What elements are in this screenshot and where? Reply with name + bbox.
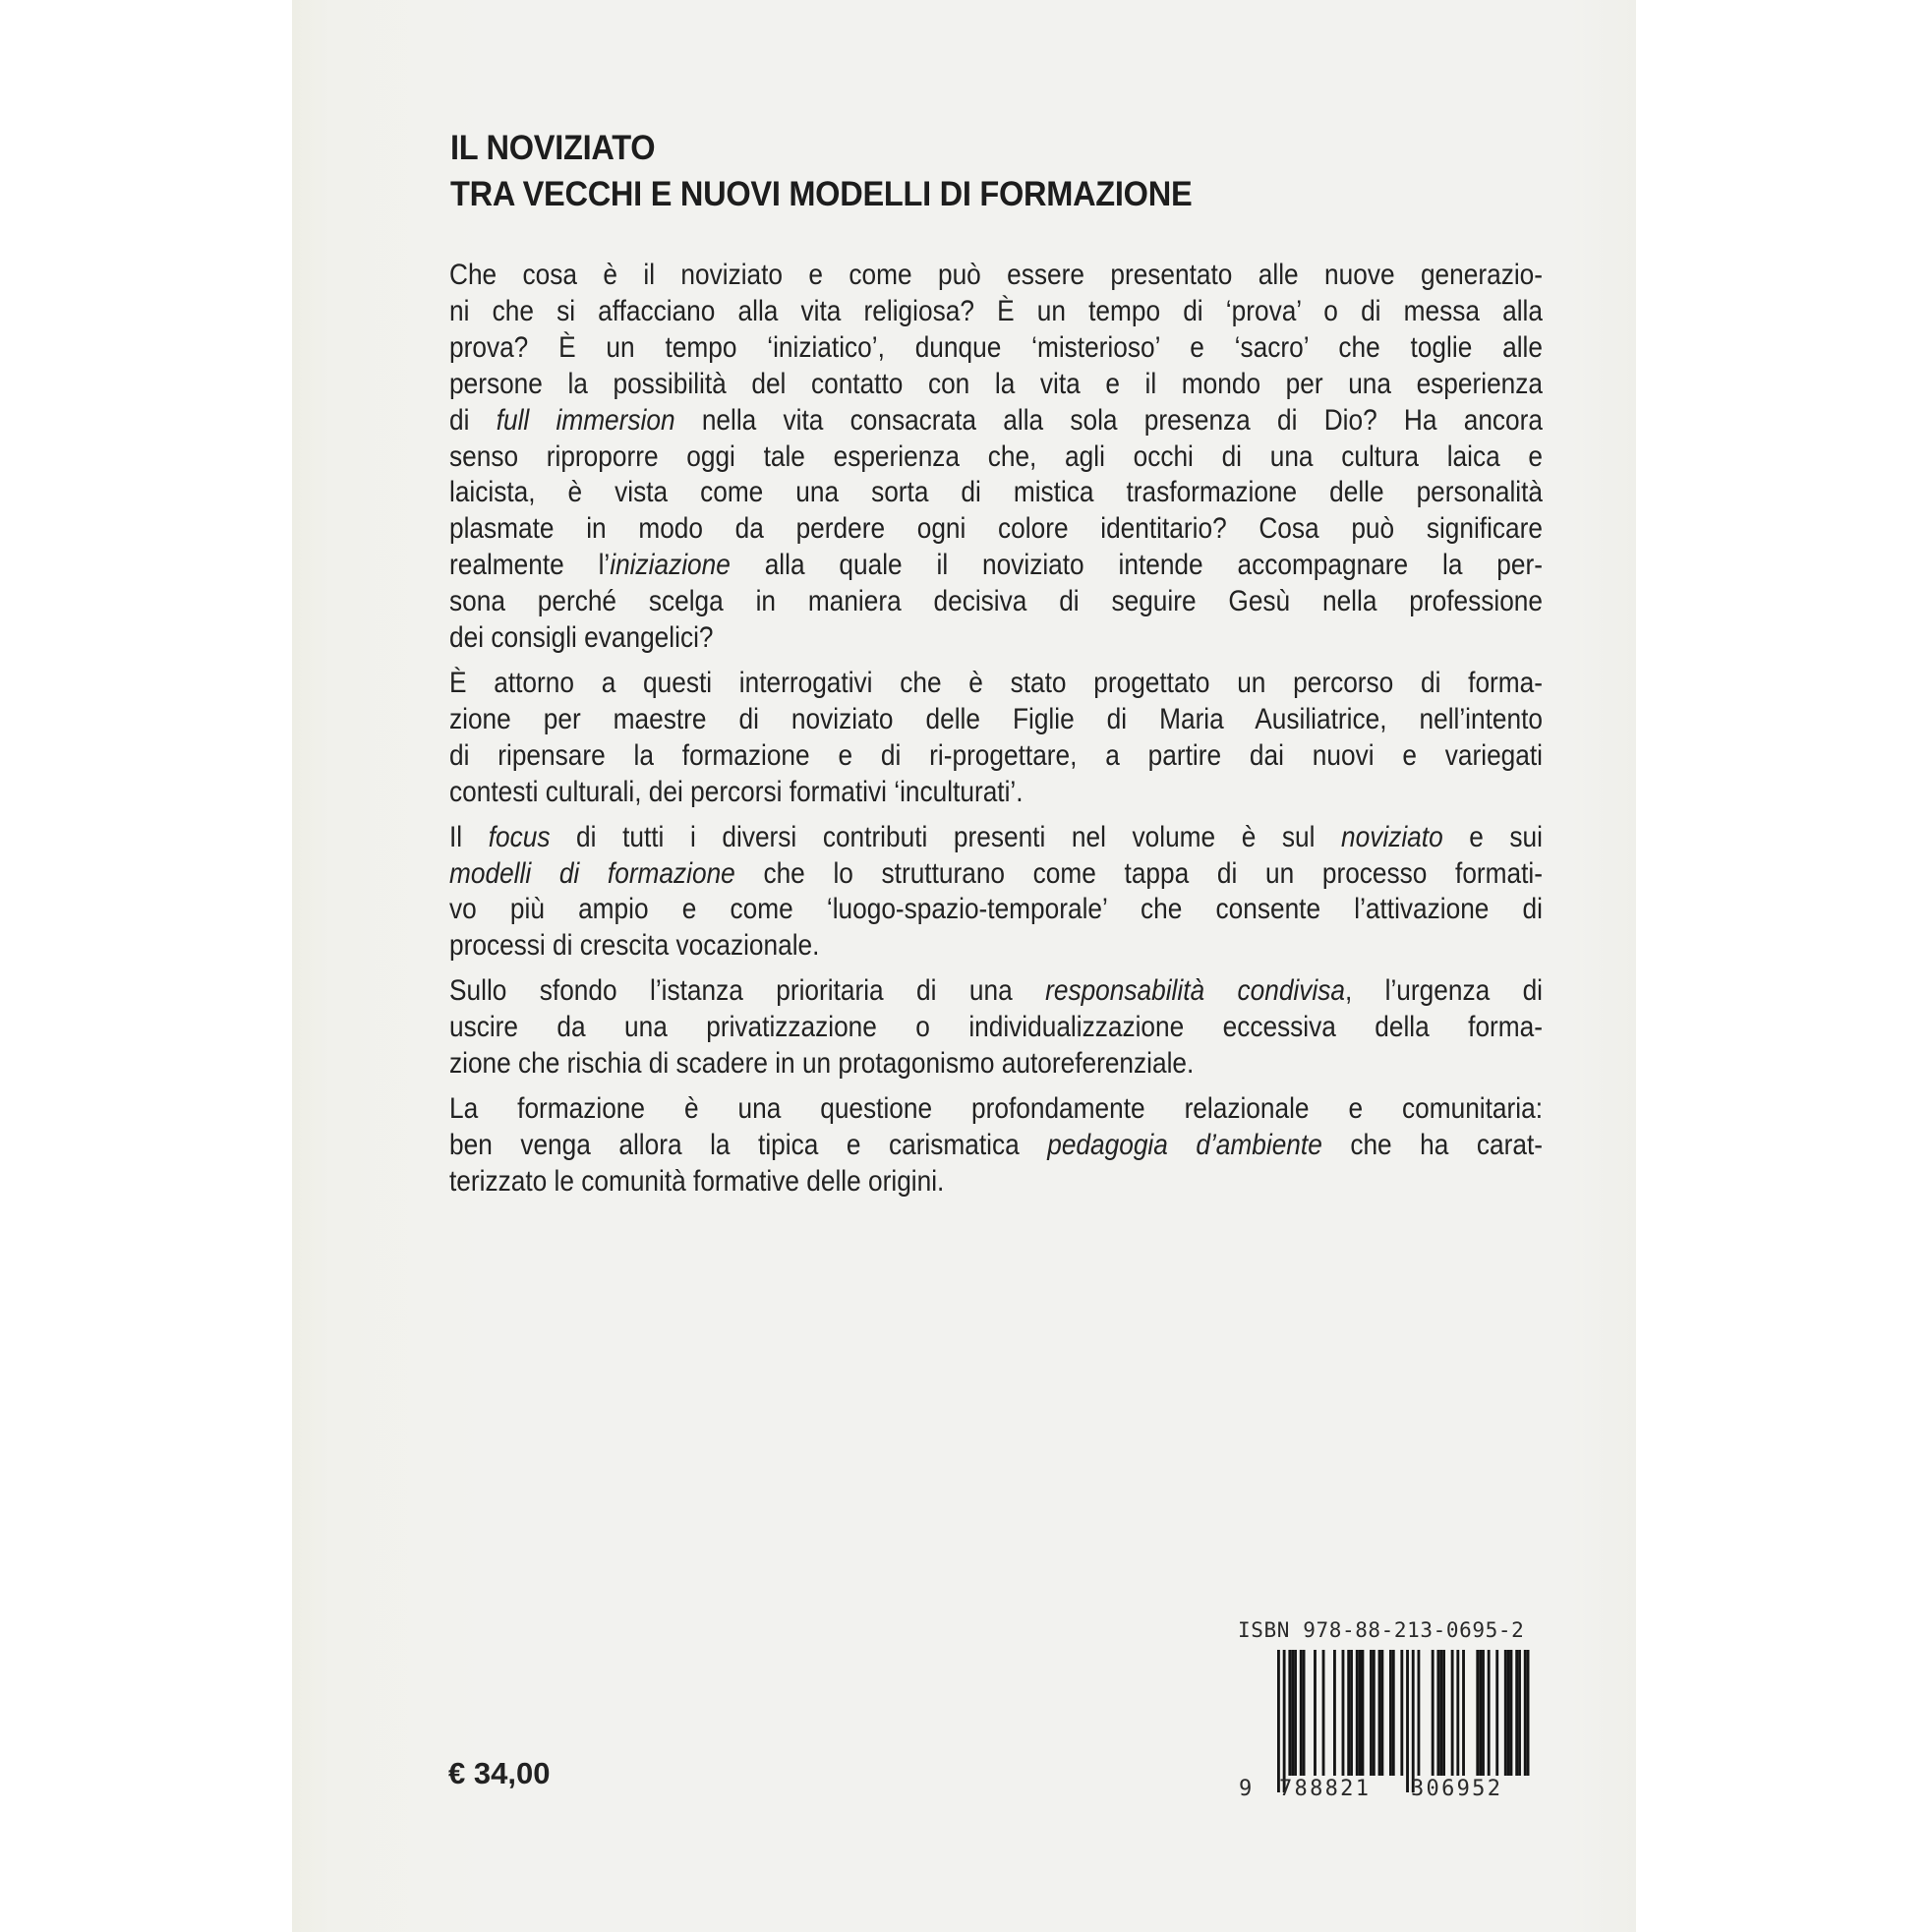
blurb-line: di ripensare la formazione e di ri-progettare, a partire dai nuovi e variegati	[449, 738, 1544, 772]
blurb-line: processi di crescita vocazionale.	[449, 929, 820, 963]
blurb-line: vo più ampio e come ‘luogo-spazio-temporale’ che consente l’attivazione di	[449, 893, 1543, 926]
svg-text:306952: 306952	[1411, 1777, 1503, 1801]
ean13-barcode	[1238, 1648, 1533, 1801]
blurb-line: La formazione è una questione profondamente relazionale e comunitaria:	[449, 1091, 1544, 1125]
blurb-paragraph	[449, 666, 1543, 811]
blurb-line: plasmate in modo da perdere ogni colore identitario? Cosa può significare	[449, 512, 1544, 546]
barcode-bars	[1238, 1648, 1533, 1825]
title-line-2: TRA VECCHI E NUOVI MODELLI DI FORMAZIONE	[450, 175, 1193, 213]
blurb-line: Che cosa è il noviziato e come può essere presentato alle nuove generazio-	[449, 259, 1544, 291]
blurb-line: sona perché scelga in maniera decisiva di seguire Gesù nella professione	[449, 585, 1544, 618]
blurb-line: persone la possibilità del contatto con la vita e il mondo per una esperienza	[449, 367, 1544, 400]
blurb-line: dei consigli evangelici?	[449, 621, 714, 655]
blurb-paragraph	[449, 1091, 1543, 1200]
blurb-line: senso riproporre oggi tale esperienza che, agli occhi di una cultura laica e	[449, 439, 1544, 473]
blurb-line: terizzato le comunità formative delle origini.	[449, 1164, 945, 1198]
isbn-label: ISBN 978-88-213-0695-2	[1238, 1618, 1525, 1642]
book-title	[450, 125, 1192, 217]
blurb-line: di full immersion nella vita consacrata alla sola presenza di Dio? Ha ancora	[449, 403, 1544, 437]
blurb-line: ni che si affacciano alla vita religiosa? È un tempo di ‘prova’ o di messa alla	[449, 294, 1543, 327]
blurb-line: prova? È un tempo ‘iniziatico’, dunque ‘misterioso’ e ‘sacro’ che toglie alle	[449, 330, 1544, 364]
book-back-cover	[292, 0, 1636, 1932]
svg-text:9: 9	[1239, 1777, 1255, 1801]
blurb-line: Sullo sfondo l’istanza prioritaria di una responsabilità condivisa, l’urgenza di	[449, 974, 1544, 1008]
blurb-paragraph	[449, 973, 1543, 1083]
price-label: € 34,00	[448, 1756, 551, 1790]
blurb-line: ben venga allora la tipica e carismatica pedagogia d’ambiente che ha carat-	[449, 1128, 1544, 1161]
svg-text:788821: 788821	[1279, 1777, 1372, 1801]
blurb-text	[449, 258, 1543, 1209]
blurb-line: È attorno a questi interrogativi che è stato progettato un percorso di forma-	[449, 666, 1544, 699]
blurb-line: zione che rischia di scadere in un protagonismo autoreferenziale.	[449, 1047, 1195, 1081]
blurb-line: uscire da una privatizzazione o individualizzazione eccessiva della forma-	[449, 1011, 1544, 1044]
title-line-1: IL NOVIZIATO	[450, 129, 656, 167]
blurb-line: Il focus di tutti i diversi contributi presenti nel volume è sul noviziato e sui	[449, 820, 1544, 853]
blurb-line: modelli di formazione che lo strutturano come tappa di un processo formati-	[449, 856, 1544, 890]
blurb-paragraph	[449, 820, 1543, 966]
blurb-line: realmente l’iniziazione alla quale il noviziato intende accompagnare la per-	[449, 549, 1543, 582]
blurb-line: contesti culturali, dei percorsi formativi ‘inculturati’.	[449, 775, 1024, 808]
blurb-line: zione per maestre di noviziato delle Figlie di Maria Ausiliatrice, nell’intento	[449, 702, 1544, 735]
blurb-line: laicista, è vista come una sorta di mistica trasformazione delle personalità	[449, 476, 1544, 509]
blurb-paragraph	[449, 258, 1543, 657]
